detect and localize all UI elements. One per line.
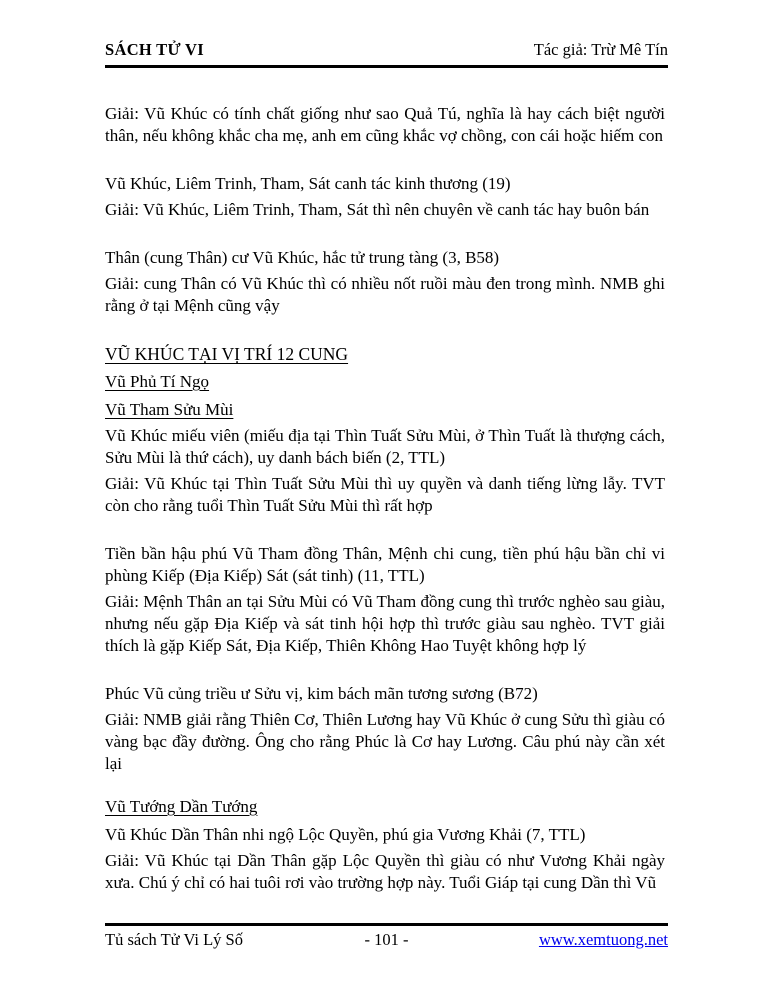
page-footer	[105, 923, 668, 950]
paragraph: Giải: Vũ Khúc có tính chất giống như sao Quả Tú, nghĩa là hay cách biệt người thân, nếu không khắc cha mẹ, anh em cũng khắc vợ chồng, con cái hoặc hiếm con	[105, 104, 665, 145]
author-credit: Tác giả: Trừ Mê Tín	[533, 40, 668, 59]
paragraph: Thân (cung Thân) cư Vũ Khúc, hắc tử trung tàng (3, B58)	[105, 248, 500, 267]
section-heading: Vũ Phủ Tí Ngọ	[105, 372, 210, 391]
paragraph: Tiền bần hậu phú Vũ Tham đồng Thân, Mệnh chi cung, tiền phú hậu bần chỉ vi phùng Kiếp (Địa Kiếp) Sát (sát tinh) (11, TTL)	[105, 544, 665, 585]
section-title: VŨ KHÚC TẠI VỊ TRÍ 12 CUNG	[105, 344, 349, 364]
paragraph: Giải: Vũ Khúc tại Thìn Tuất Sửu Mùi thì uy quyền và danh tiếng lừng lẫy. TVT còn cho rằng tuổi Thìn Tuất Sửu Mùi thì rất hợp	[105, 474, 665, 515]
paragraph: Giải: Mệnh Thân an tại Sửu Mùi có Vũ Tham đồng cung thì trước nghèo sau giàu, nhưng nếu gặp Địa Kiếp và sát tinh hội hợp thì trước giàu sau nghèo. TVT giải thích là gặp Kiếp Sát, Địa Kiếp, Thiên Không Hao Tuyệt không hợp lý	[105, 592, 665, 655]
section-heading: Vũ Tướng Dần Tướng	[105, 797, 258, 816]
page-body	[105, 70, 665, 894]
section-heading: Vũ Tham Sửu Mùi	[105, 400, 234, 419]
paragraph: Phúc Vũ củng triều ư Sửu vị, kim bách mãn tương sương (B72)	[105, 684, 538, 703]
paragraph: Giải: Vũ Khúc tại Dần Thân gặp Lộc Quyền thì giàu có như Vương Khải ngày xưa. Chú ý chỉ có hai tuôi rơi vào trường hợp này. Tuổi Giáp tại cung Dần thì Vũ	[105, 851, 665, 892]
series-title: Tủ sách Tử Vi Lý Số	[105, 930, 243, 949]
paragraph: Vũ Khúc miếu viên (miếu địa tại Thìn Tuất Sửu Mùi, ở Thìn Tuất là thượng cách, Sửu Mùi là thứ cách), uy danh bách biến (2, TTL)	[105, 426, 665, 467]
page-number: - 101 -	[364, 930, 409, 949]
page-header	[105, 40, 668, 68]
book-title: SÁCH TỬ VI	[105, 40, 204, 59]
website-link[interactable]: www.xemtuong.net	[538, 930, 669, 949]
paragraph: Giải: NMB giải rằng Thiên Cơ, Thiên Lương hay Vũ Khúc ở cung Sửu thì giàu có vàng bạc đầy đường. Ông cho rằng Phúc là Cơ hay Lương. Câu phú này cần xét lại	[105, 710, 665, 773]
paragraph: Vũ Khúc Dần Thân nhi ngộ Lộc Quyền, phú gia Vương Khải (7, TTL)	[105, 825, 586, 844]
paragraph: Vũ Khúc, Liêm Trinh, Tham, Sát canh tác kinh thương (19)	[105, 174, 511, 193]
paragraph: Giải: Vũ Khúc, Liêm Trinh, Tham, Sát thì nên chuyên về canh tác hay buôn bán	[105, 200, 650, 219]
paragraph: Giải: cung Thân có Vũ Khúc thì có nhiều nốt ruồi màu đen trong mình. NMB ghi rằng ở tại Mệnh cũng vậy	[105, 274, 665, 315]
